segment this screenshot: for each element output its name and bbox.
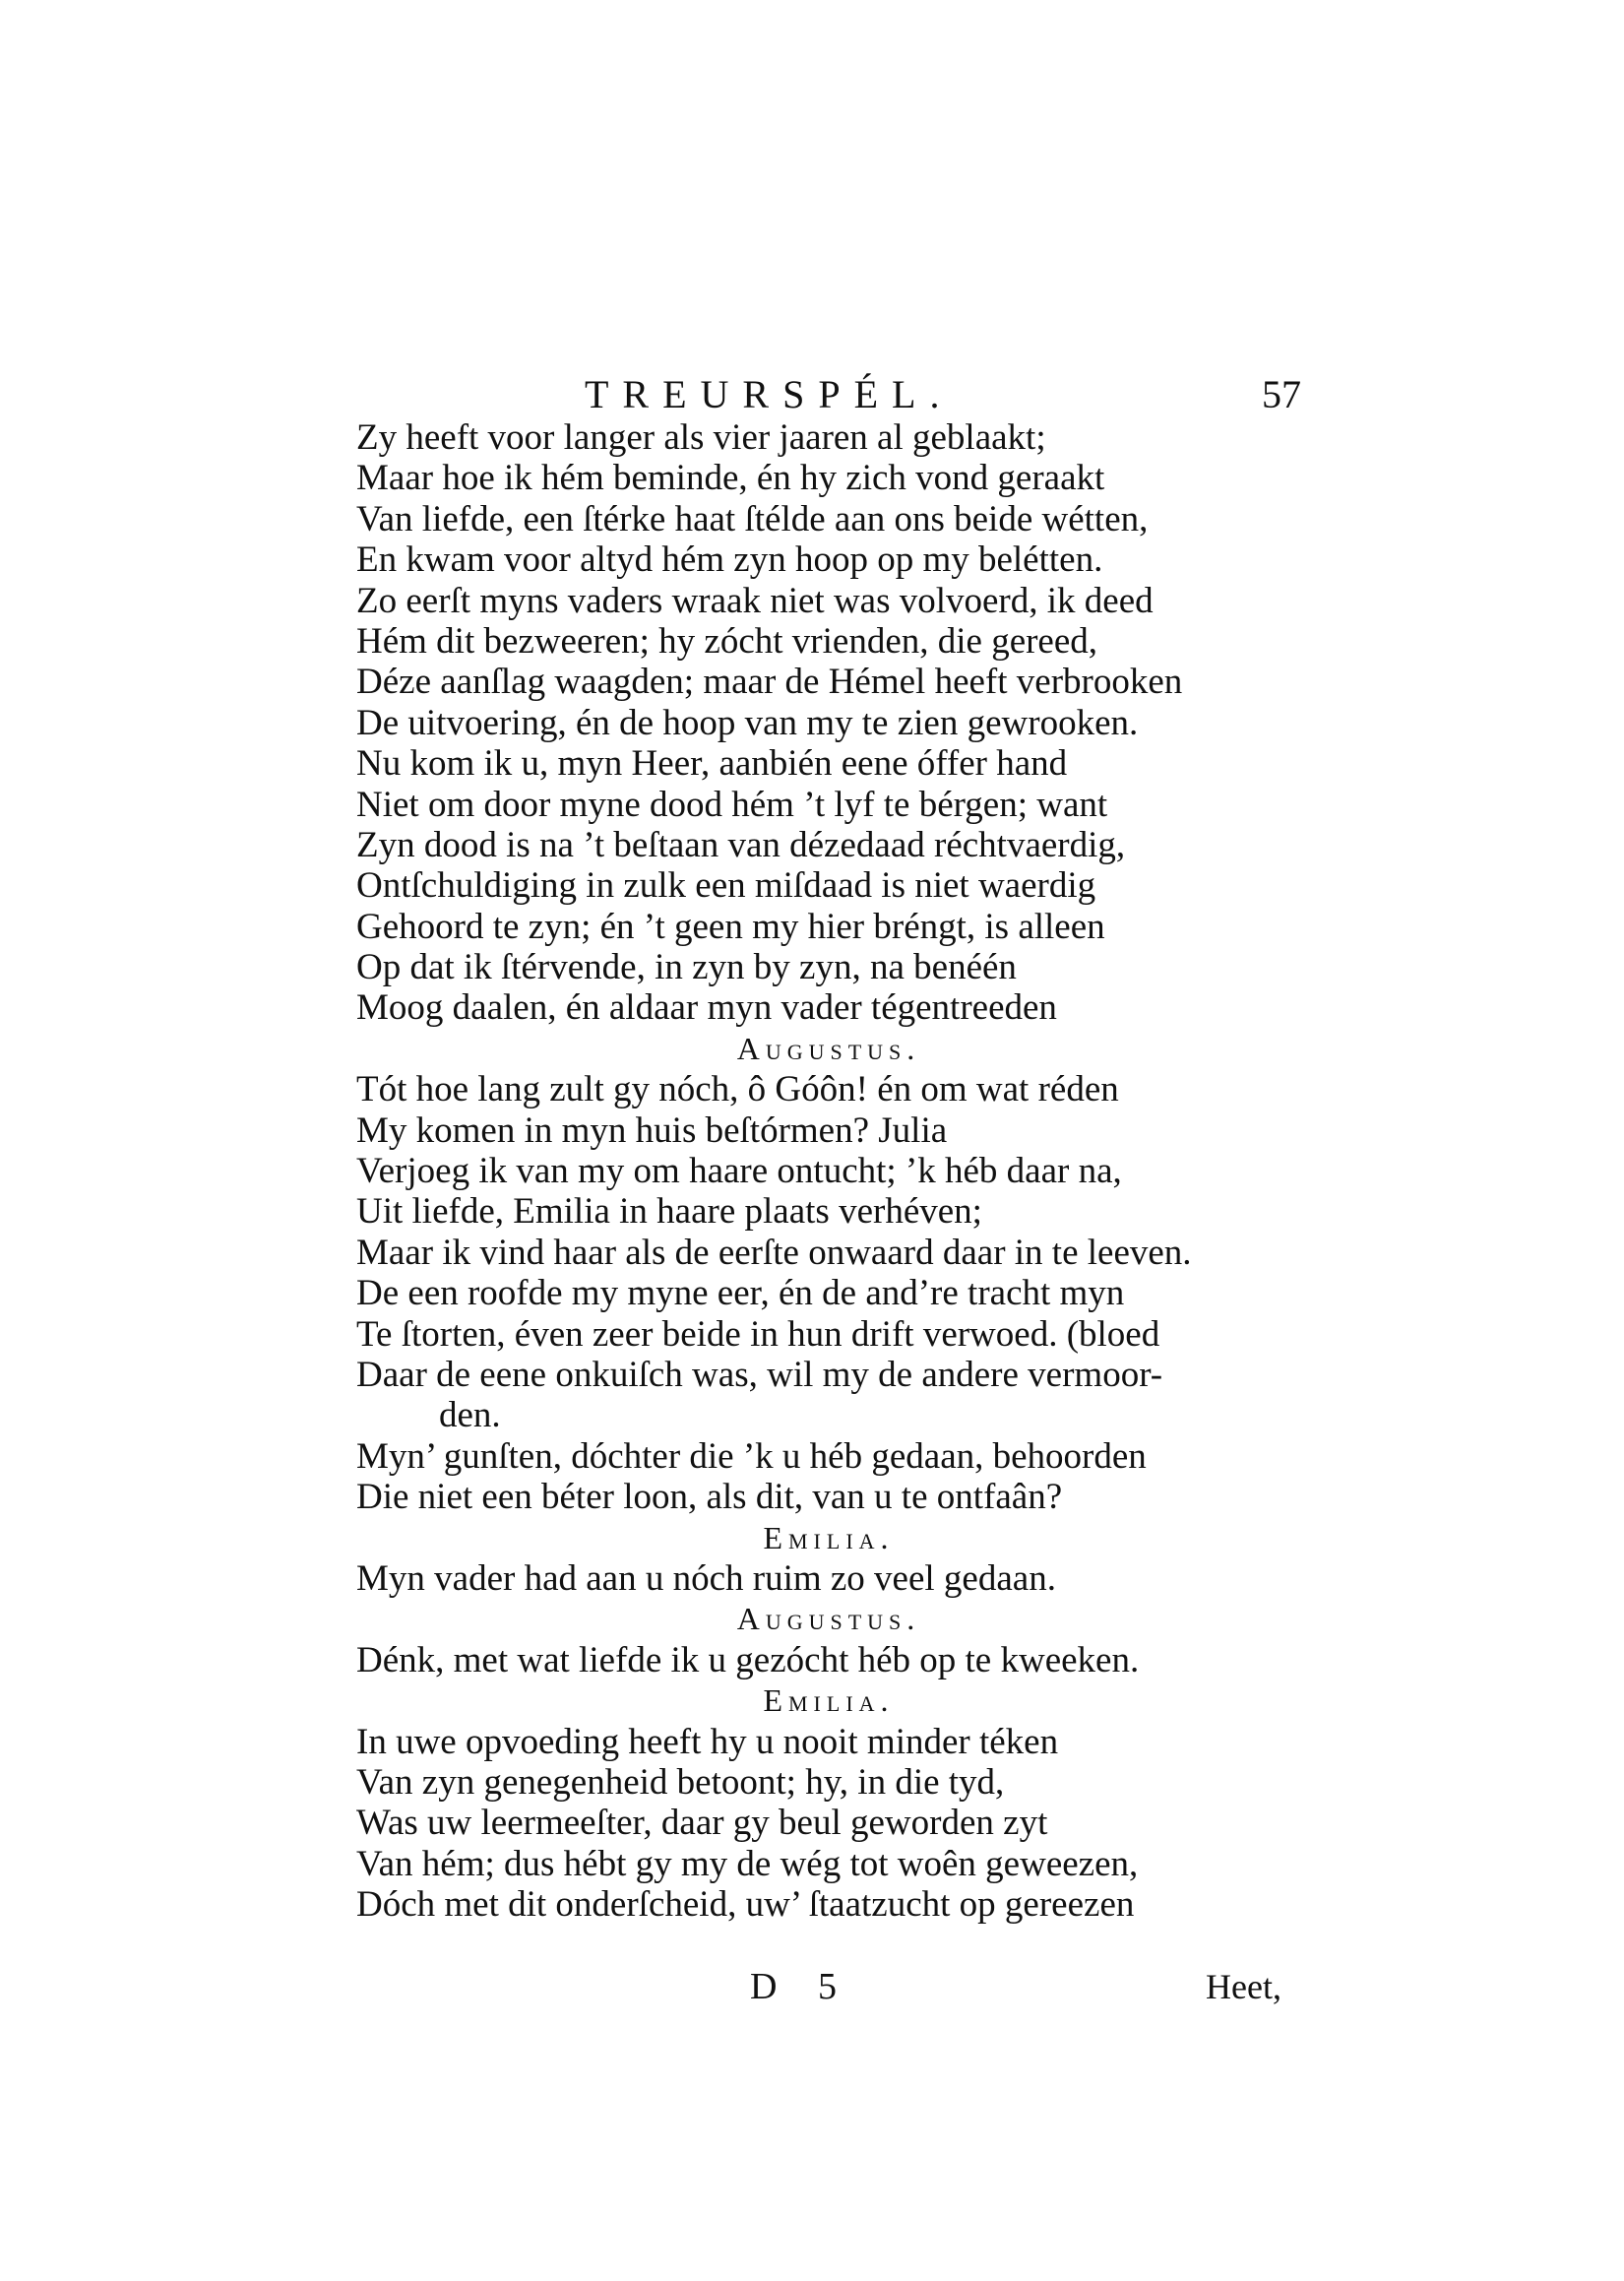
- verse-line: Van hém; dus hébt gy my de wég tot woên geweezen,: [356, 1843, 1139, 1884]
- speaker-name: Emilia.: [763, 1519, 895, 1555]
- verse-line: Op dat ik ſtérvende, in zyn by zyn, na benéén: [356, 947, 1017, 988]
- verse-line: Zy heeft voor langer als vier jaaren al geblaakt;: [356, 417, 1046, 458]
- verse-line: Die niet een béter loon, als dit, van u te ontfaân?: [356, 1477, 1063, 1518]
- verse-line: Nu kom ik u, myn Heer, aanbién eene óffer hand: [356, 743, 1068, 785]
- verse-line: Maar hoe ik hém beminde, én hy zich vond geraakt: [356, 458, 1105, 499]
- verse-line: De uitvoering, én de hoop van my te zien gewrooken.: [356, 702, 1139, 743]
- verse-line: Dénk, met wat liefde ik u gezócht héb op te kweeken.: [356, 1639, 1140, 1680]
- verse-line: Verjoeg ik van my om haare ontucht; ’k héb daar na,: [356, 1151, 1122, 1192]
- signature-mark: D 5: [750, 1966, 852, 2007]
- speaker-name: Augustus.: [736, 1601, 921, 1637]
- verse-line: Gehoord te zyn; én ’t geen my hier bréngt, is alleen: [356, 906, 1105, 947]
- speaker-name: Augustus.: [736, 1030, 921, 1066]
- verse-line: In uwe opvoeding heeft hy u nooit minder téken: [356, 1721, 1059, 1762]
- page-number: 57: [1262, 372, 1301, 416]
- verse-line: Niet om door myne dood hém ’t lyf te bérgen; want: [356, 784, 1108, 825]
- verse-line: Daar de eene onkuiſch was, wil my de andere vermoor-: [356, 1354, 1163, 1395]
- verse-line: Ontſchuldiging in zulk een miſdaad is niet waerdig: [356, 865, 1096, 907]
- verse-text-block: [356, 417, 1301, 1925]
- verse-line: De een roofde my myne eer, én de and’re tracht myn: [356, 1273, 1125, 1314]
- page-footer: [356, 1963, 1301, 2010]
- verse-line: Maar ik vind haar als de eerſte onwaard daar in te leeven.: [356, 1232, 1192, 1273]
- verse-line: Moog daalen, én aldaar myn vader tégentreeden: [356, 987, 1057, 1029]
- verse-line: Te ſtorten, éven zeer beide in hun drift verwoed. (bloed: [356, 1313, 1160, 1355]
- verse-line: Zo eerſt myns vaders wraak niet was volvoerd, ik deed: [356, 580, 1154, 621]
- verse-line: Myn vader had aan u nóch ruim zo veel gedaan.: [356, 1557, 1056, 1599]
- catchword: Heet,: [1206, 1967, 1281, 2006]
- verse-line: Van liefde, een ſtérke haat ſtélde aan ons beide wétten,: [356, 498, 1149, 539]
- verse-line: Dóch met dit onderſcheid, uw’ ſtaatzucht op gereezen: [356, 1884, 1135, 1926]
- verse-line-continuation: den.: [439, 1395, 501, 1436]
- verse-line: Van zyn genegenheid betoont; hy, in die tyd,: [356, 1761, 1005, 1803]
- page-header: [356, 366, 1301, 423]
- running-title: TREURSPÉL.: [585, 372, 954, 416]
- verse-line: Déze aanſlag waagden; maar de Hémel heeft verbrooken: [356, 662, 1183, 703]
- verse-line: My komen in myn huis beſtórmen? Julia: [356, 1109, 948, 1151]
- verse-line: En kwam voor altyd hém zyn hoop op my belétten.: [356, 539, 1103, 581]
- verse-line: Myn’ gunſten, dóchter die ’k u héb gedaan, behoorden: [356, 1435, 1147, 1477]
- verse-line: Was uw leermeeſter, daar gy beul geworden zyt: [356, 1803, 1048, 1844]
- verse-line: Uit liefde, Emilia in haare plaats verhéven;: [356, 1191, 982, 1233]
- verse-line: Zyn dood is na ’t beſtaan van dézedaad réchtvaerdig,: [356, 824, 1126, 865]
- verse-line: Tót hoe lang zult gy nóch, ô Góôn! én om wat réden: [356, 1069, 1119, 1110]
- verse-line: Hém dit bezweeren; hy zócht vrienden, die gereed,: [356, 620, 1098, 662]
- speaker-name: Emilia.: [763, 1682, 895, 1719]
